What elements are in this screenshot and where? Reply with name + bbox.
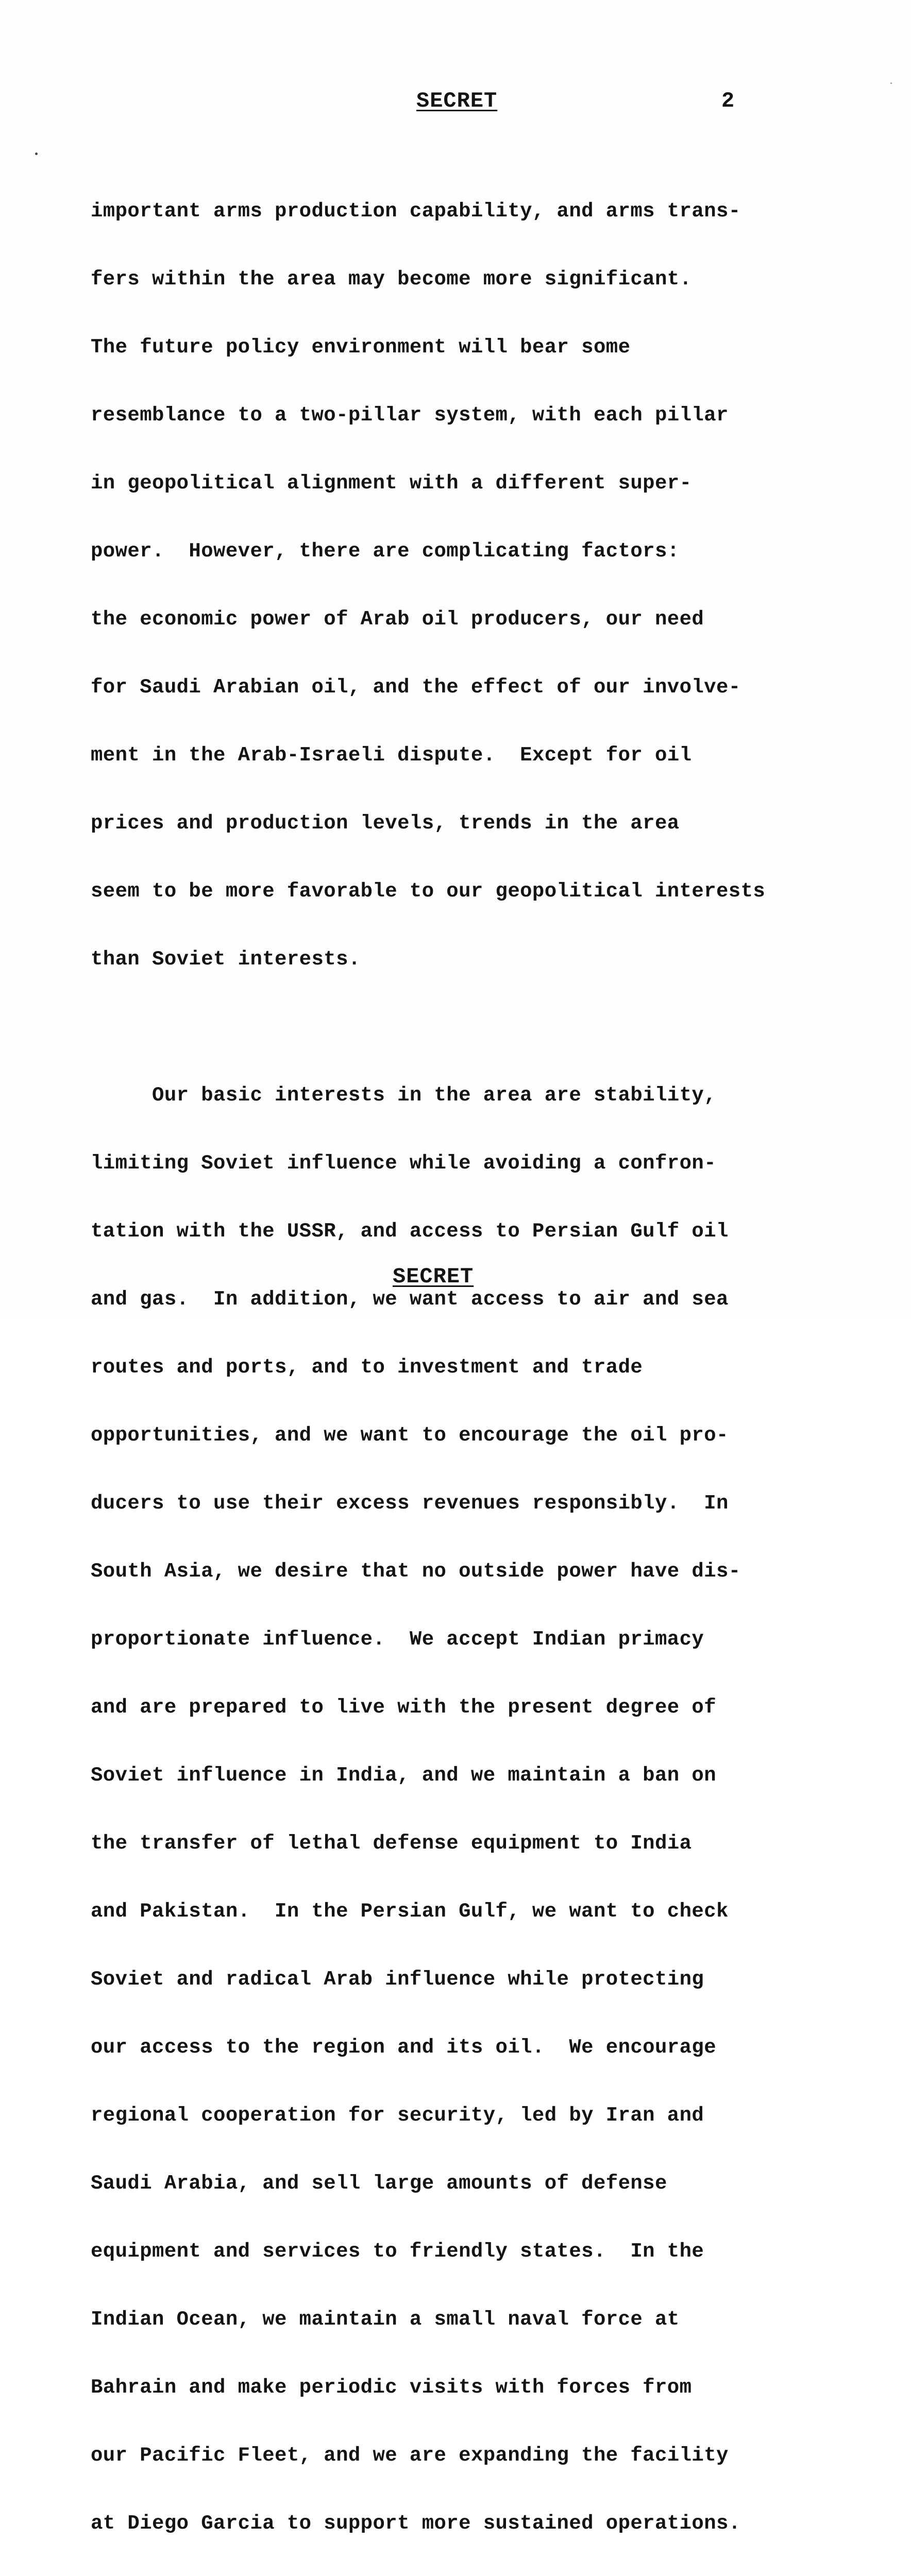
paragraph-2 [91, 1039, 895, 2576]
text-line: tation with the USSR, and access to Persian Gulf oil [91, 1220, 729, 1243]
text-line: proportionate influence. We accept Indian primacy [91, 1628, 704, 1651]
scan-speck [35, 152, 38, 155]
text-line: at Diego Garcia to support more sustained operations. [91, 2512, 741, 2535]
text-line: Our basic interests in the area are stability, [91, 1084, 716, 1107]
text-line: equipment and services to friendly states. In the [91, 2240, 704, 2263]
text-line: the economic power of Arab oil producers, our need [91, 608, 704, 631]
text-line: routes and ports, and to investment and trade [91, 1356, 643, 1379]
text-line: and gas. In addition, we want access to air and sea [91, 1288, 729, 1311]
text-line: ment in the Arab-Israeli dispute. Except for oil [91, 744, 692, 767]
text-line: for Saudi Arabian oil, and the effect of our involve- [91, 676, 741, 699]
text-line: limiting Soviet influence while avoiding a confron- [91, 1152, 716, 1175]
text-line: resemblance to a two-pillar system, with each pillar [91, 404, 729, 427]
text-line: important arms production capability, and arms trans- [91, 200, 741, 223]
text-line: in geopolitical alignment with a different super- [91, 472, 692, 495]
text-line: Saudi Arabia, and sell large amounts of defense [91, 2172, 667, 2195]
paragraph-1 [91, 155, 895, 1016]
text-line: Indian Ocean, we maintain a small naval force at [91, 2308, 680, 2331]
text-line: Soviet influence in India, and we maintain a ban on [91, 1764, 716, 1787]
text-line: and are prepared to live with the present degree of [91, 1696, 716, 1719]
body-text [91, 155, 895, 2576]
text-line: South Asia, we desire that no outside power have dis- [91, 1560, 741, 1583]
classification-header: SECRET [416, 89, 498, 113]
text-line: ducers to use their excess revenues responsibly. In [91, 1492, 729, 1515]
text-line: prices and production levels, trends in the area [91, 812, 680, 835]
text-line: the transfer of lethal defense equipment to India [91, 1832, 692, 1855]
text-line: and Pakistan. In the Persian Gulf, we want to check [91, 1900, 729, 1923]
text-line: our Pacific Fleet, and we are expanding the facility [91, 2444, 729, 2467]
text-line: Bahrain and make periodic visits with forces from [91, 2376, 692, 2399]
text-line: power. However, there are complicating factors: [91, 540, 680, 563]
text-line: The future policy environment will bear some [91, 336, 631, 359]
classification-footer: SECRET [393, 1264, 474, 1289]
text-line: opportunities, and we want to encourage the oil pro- [91, 1424, 729, 1447]
scan-speck [890, 82, 892, 84]
text-line: our access to the region and its oil. We encourage [91, 2036, 716, 2059]
text-line: regional cooperation for security, led by Iran and [91, 2104, 704, 2127]
text-line: Soviet and radical Arab influence while protecting [91, 1968, 704, 1991]
page-number: 2 [721, 89, 735, 113]
text-line: seem to be more favorable to our geopolitical interests [91, 880, 766, 903]
text-line: than Soviet interests. [91, 948, 361, 971]
text-line: fers within the area may become more significant. [91, 268, 692, 291]
